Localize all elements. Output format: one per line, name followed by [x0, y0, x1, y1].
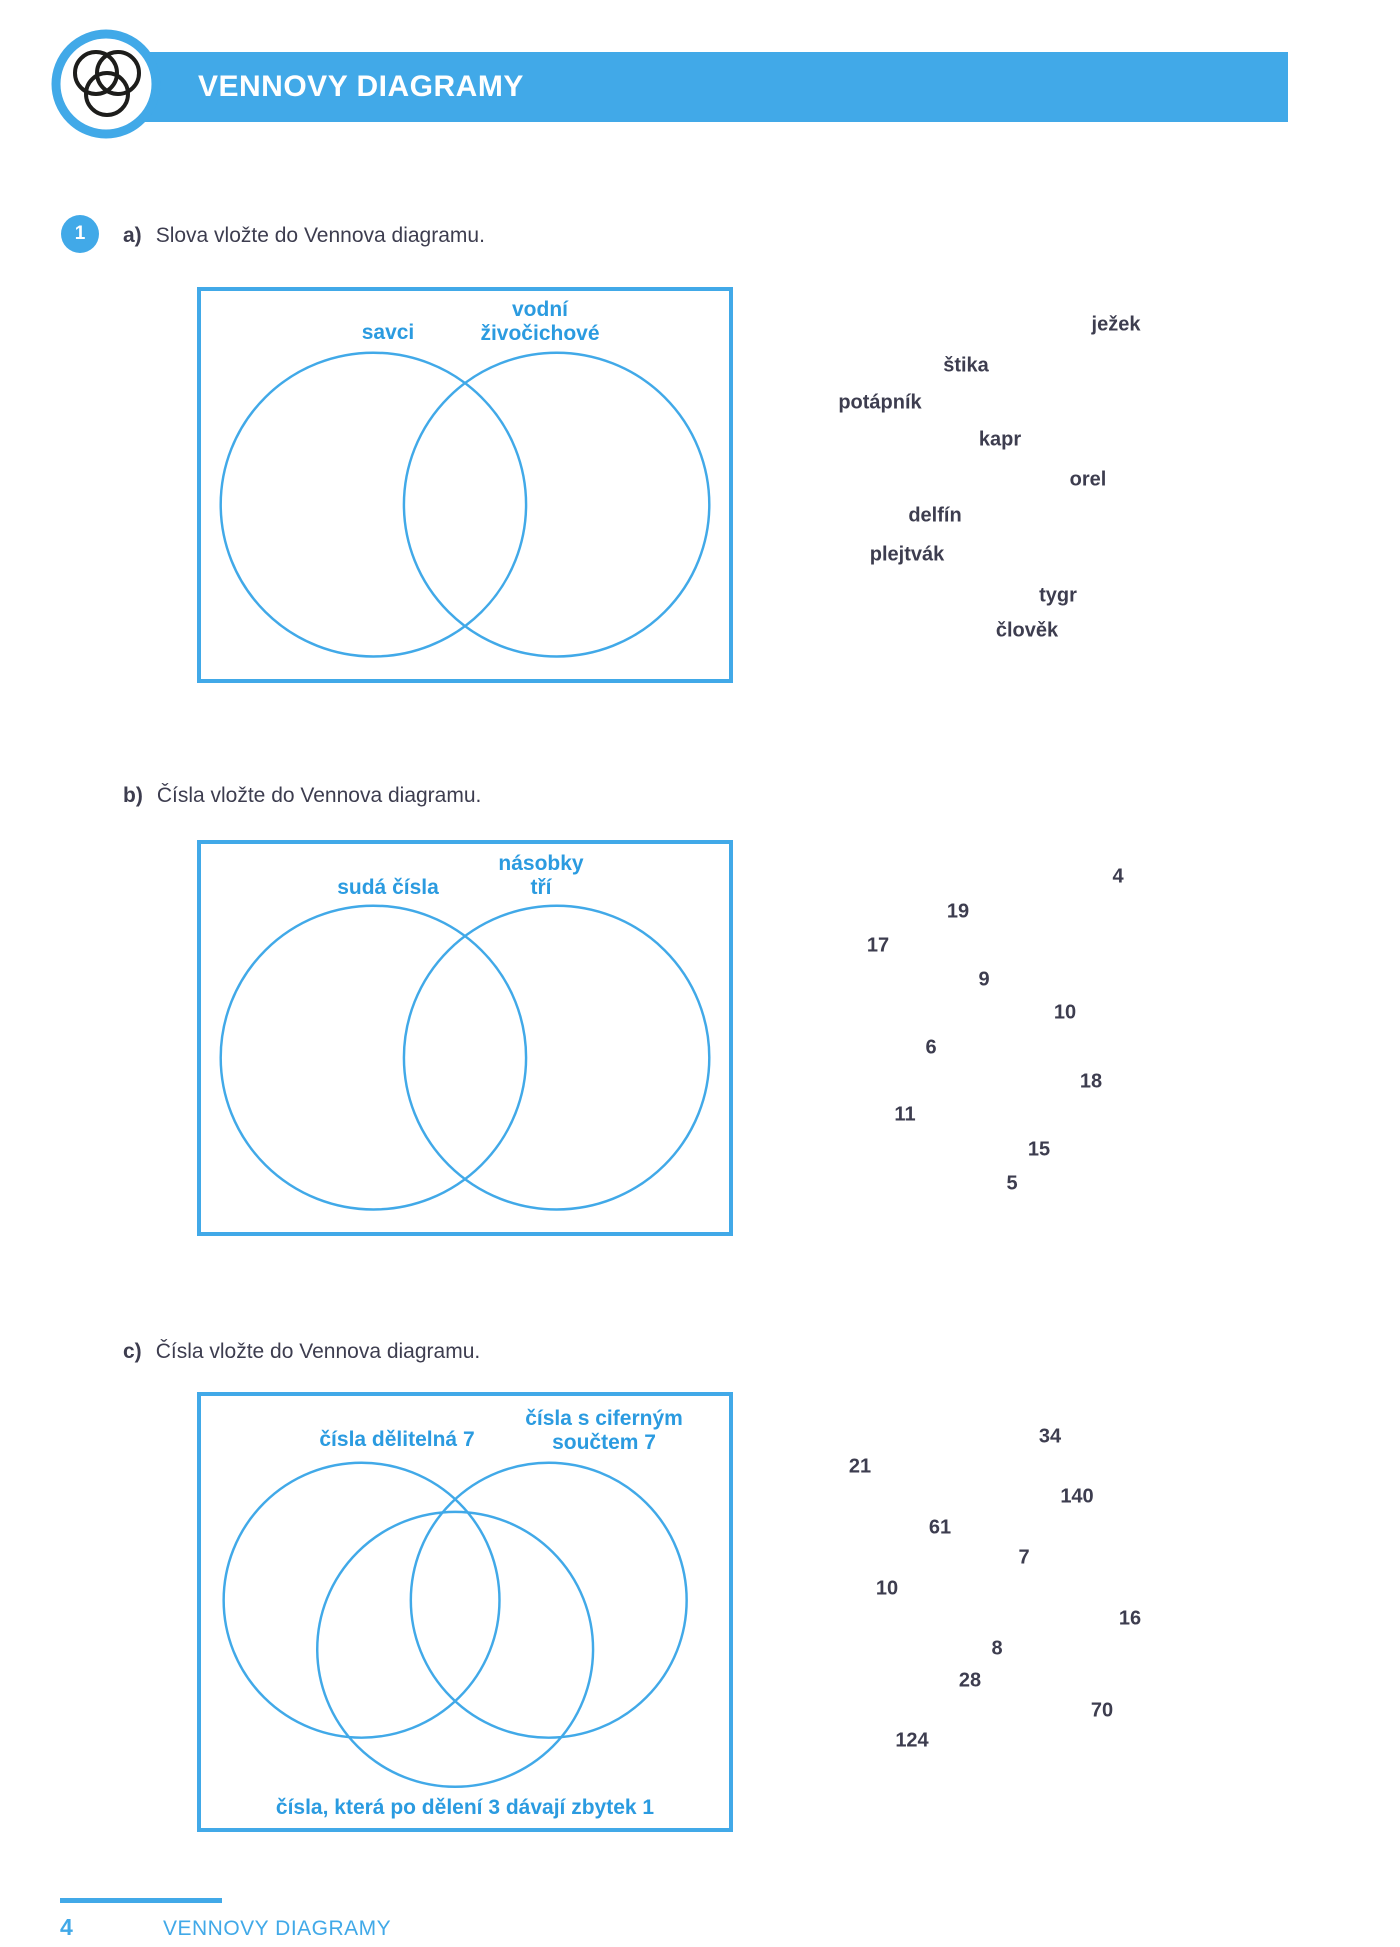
venn-circles-b [201, 844, 729, 1232]
exercise-number-badge [61, 215, 99, 253]
scatter-number: 28 [958, 1669, 982, 1692]
venn-circles-c [201, 1396, 729, 1828]
scatter-word: člověk [995, 619, 1059, 642]
scatter-word: plejtvák [869, 543, 945, 566]
venn-circles-a [201, 291, 729, 679]
exercise-number: 1 [74, 223, 86, 244]
venn-box-a [197, 287, 733, 683]
task-a-heading [123, 224, 485, 248]
scatter-number: 8 [991, 1637, 1003, 1660]
scatter-word: tygr [1039, 584, 1077, 607]
set-label: sudá čísla [337, 876, 439, 899]
set-label: čísla, která po dělení 3 dávají zbytek 1 [275, 1796, 655, 1819]
task-a-label: a) [123, 224, 142, 247]
venn-box-b [197, 840, 733, 1236]
footer-section-title: VENNOVY DIAGRAMY [163, 1917, 392, 1940]
set-label: násobky tří [498, 852, 584, 899]
set-label: vodní živočichové [480, 298, 600, 345]
page-title: VENNOVY DIAGRAMY [198, 70, 524, 103]
scatter-number: 9 [978, 968, 990, 991]
scatter-number: 7 [1018, 1546, 1030, 1569]
task-b-instruction: Čísla vložte do Vennova diagramu. [156, 784, 482, 807]
scatter-word: kapr [978, 428, 1022, 451]
venn-box-c [197, 1392, 733, 1832]
scatter-number: 16 [1118, 1607, 1142, 1630]
scatter-word: štika [943, 354, 989, 377]
scatter-word: orel [1069, 468, 1107, 491]
scatter-number: 18 [1079, 1070, 1103, 1093]
header-banner [140, 52, 1288, 122]
scatter-number: 61 [928, 1516, 952, 1539]
scatter-word: delfín [908, 504, 962, 527]
venn-diagram-icon [50, 28, 162, 140]
task-c-instruction: Čísla vložte do Vennova diagramu. [155, 1340, 481, 1363]
scatter-number: 21 [848, 1455, 872, 1478]
task-c-heading [123, 1340, 480, 1364]
task-b-label: b) [123, 784, 143, 807]
scatter-word: ježek [1091, 313, 1141, 336]
task-b-heading [123, 784, 481, 808]
task-c-label: c) [123, 1340, 142, 1363]
set-label: čísla dělitelná 7 [319, 1428, 475, 1451]
scatter-number: 6 [925, 1036, 937, 1059]
scatter-number: 124 [895, 1729, 929, 1752]
scatter-number: 70 [1090, 1699, 1114, 1722]
scatter-word: potápník [838, 391, 922, 414]
scatter-number: 10 [875, 1577, 899, 1600]
scatter-number: 34 [1038, 1425, 1062, 1448]
set-label: čísla s ciferným součtem 7 [525, 1407, 683, 1454]
scatter-number: 19 [946, 900, 970, 923]
footer-page-number: 4 [60, 1914, 73, 1940]
scatter-number: 10 [1053, 1001, 1077, 1024]
scatter-number: 11 [894, 1103, 916, 1126]
scatter-number: 5 [1006, 1172, 1018, 1195]
footer-divider [60, 1898, 222, 1903]
set-label: savci [361, 321, 415, 344]
scatter-number: 15 [1027, 1138, 1051, 1161]
scatter-number: 4 [1112, 865, 1124, 888]
scatter-number: 17 [866, 934, 890, 957]
scatter-number: 140 [1060, 1485, 1094, 1508]
task-a-instruction: Slova vložte do Vennova diagramu. [155, 224, 485, 247]
